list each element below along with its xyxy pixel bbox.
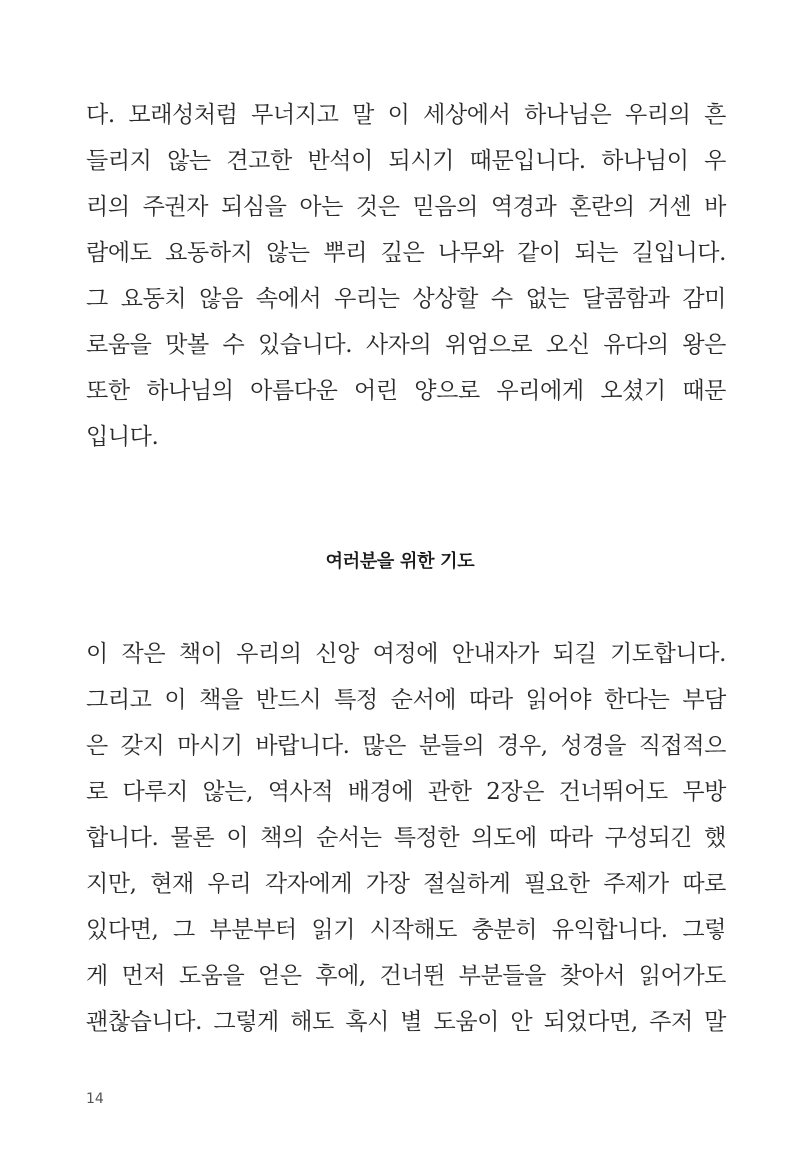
text-line: 그리고 이 책을 반드시 특정 순서에 따라 읽어야 한다는 부담 [86,687,726,713]
text-line: 게 먼저 도움을 얻은 후에, 건너뛴 부분들을 찾아서 읽어가도 [86,963,726,989]
text-line: 다. 모래성처럼 무너지고 말 이 세상에서 하나님은 우리의 흔 [86,102,726,128]
text-line: 지만, 현재 우리 각자에게 가장 절실하게 필요한 주제가 따로 [86,871,726,897]
text-line: 입니다. [86,424,159,450]
text-line: 이 작은 책이 우리의 신앙 여정에 안내자가 되길 기도합니다. [86,641,726,667]
text-line: 리의 주권자 되심을 아는 것은 믿음의 역경과 혼란의 거센 바 [86,194,726,220]
text-line: 합니다. 물론 이 책의 순서는 특정한 의도에 따라 구성되긴 했 [86,825,726,851]
text-line: 또한 하나님의 아름다운 어린 양으로 우리에게 오셨기 때문 [86,378,726,404]
text-line: 로움을 맛볼 수 있습니다. 사자의 위엄으로 오신 유다의 왕은 [86,332,726,358]
text-line: 그 요동치 않음 속에서 우리는 상상할 수 없는 달콤함과 감미 [86,286,726,312]
page-number: 14 [86,1091,104,1107]
text-line: 괜찮습니다. 그렇게 해도 혹시 별 도움이 안 되었다면, 주저 말 [86,1009,726,1035]
text-line: 은 갖지 마시기 바랍니다. 많은 분들의 경우, 성경을 직접적으 [86,733,726,759]
section-heading: 여러분을 위한 기도 [325,551,475,572]
text-line: 람에도 요동하지 않는 뿌리 깊은 나무와 같이 되는 길입니다. [86,240,726,266]
text-line: 들리지 않는 견고한 반석이 되시기 때문입니다. 하나님이 우 [86,148,726,174]
text-line: 있다면, 그 부분부터 읽기 시작해도 충분히 유익합니다. 그렇 [86,917,726,943]
text-line: 로 다루지 않는, 역사적 배경에 관한 2장은 건너뛰어도 무방 [86,779,726,805]
